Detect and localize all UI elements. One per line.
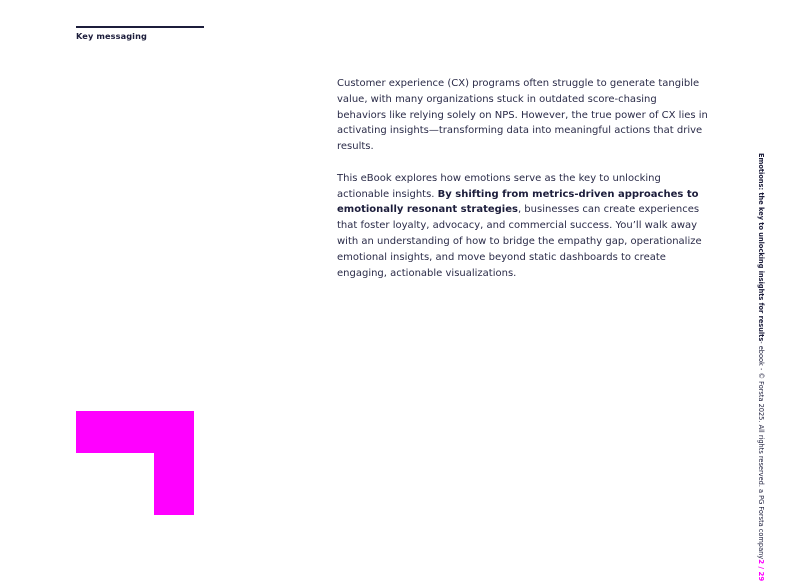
rail-title: Emotions: the key to unlocking insights for results xyxy=(757,153,765,342)
summary-text-start: This eBook explores how emotions serve as the key to unlocking actionable insights. xyxy=(337,172,661,200)
body-text xyxy=(337,76,709,297)
ebook-summary-paragraph xyxy=(337,171,709,282)
rail-meta: - ebook - © Forsta 2025. All rights reserved. a PG Forsta company xyxy=(757,341,765,560)
summary-text-bold: By shifting from metrics-driven approaches to emotionally resonant strategies xyxy=(337,188,699,216)
summary-text-end: , businesses can create experiences that foster loyalty, advocacy, and commercial success. You’ll walk away with an understanding of how to bridge the empathy gap, operationalize emotional insights, and move beyond static dashboards to create engaging, actionable visualizations. xyxy=(337,204,702,279)
section-divider xyxy=(76,26,204,28)
side-rail-footer xyxy=(753,153,769,581)
intro-paragraph: Customer experience (CX) programs often struggle to generate tangible value, with many organizations stuck in outdated score-chasing behaviors like relying solely on NPS. However, the true power of CX lies in activating insights—transforming data into meaningful actions that drive results. xyxy=(337,78,708,153)
section-label: Key messaging xyxy=(76,31,147,41)
page-number: 2 / 29 xyxy=(757,559,765,581)
decorative-corner-shape xyxy=(76,411,194,515)
side-rail-text xyxy=(753,153,769,581)
corner-shape-path xyxy=(76,411,194,515)
